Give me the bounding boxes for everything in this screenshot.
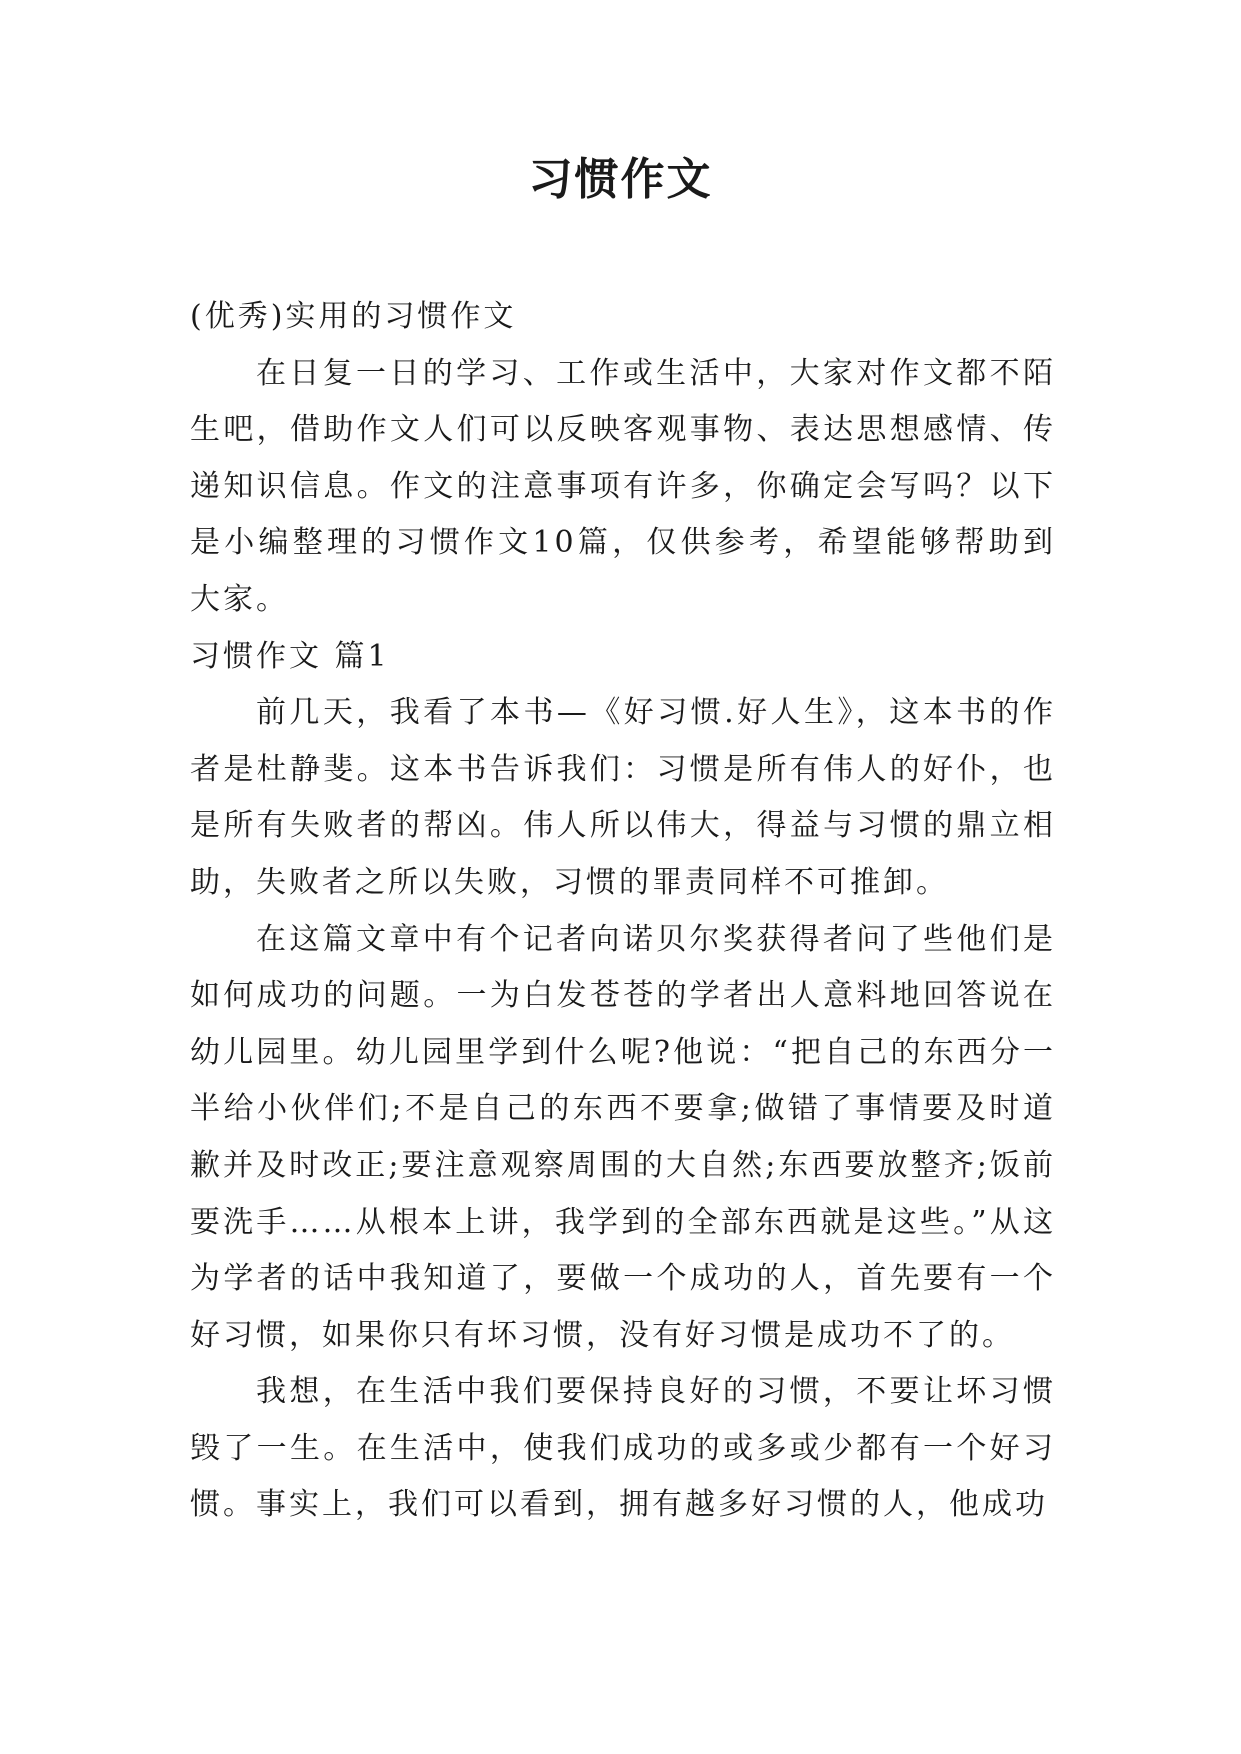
document-subtitle: (优秀)实用的习惯作文 [190, 299, 517, 334]
body-paragraph-2: 在这篇文章中有个记者向诺贝尔奖获得者问了些他们是如何成功的问题。一为白发苍苍的学者出人意料地回答说在幼儿园里。幼儿园里学到什么呢?他说：“把自己的东西分一半给小伙伴们;不是自己的东西不要拿;做错了事情要及时道歉并及时改正;要注意观察周围的大自然;东西要放整齐;饭前要洗手……从根本上讲，我学到的全部东西就是这些。”从这为学者的话中我知道了，要做一个成功的人，首先要有一个好习惯，如果你只有坏习惯，没有好习惯是成功不了的。 [190, 921, 1056, 1353]
section-heading: 习惯作文 篇1 [190, 638, 390, 674]
body-paragraph-3: 我想，在生活中我们要保持良好的习惯，不要让坏习惯毁了一生。在生活中，使我们成功的或多或少都有一个好习惯。事实上，我们可以看到，拥有越多好习惯的人，他成功 [190, 1374, 1056, 1523]
body-paragraph-1: 前几天，我看了本书—《好习惯.好人生》，这本书的作者是杜静斐。这本书告诉我们：习惯是所有伟人的好仆，也是所有失败者的帮凶。伟人所以伟大，得益与习惯的鼎立相助，失败者之所以失败，习惯的罪责同样不可推卸。 [190, 695, 1056, 900]
document-body [190, 289, 1056, 1534]
document-title: 习惯作文 [528, 154, 713, 205]
intro-paragraph: 在日复一日的学习、工作或生活中，大家对作文都不陌生吧，借助作文人们可以反映客观事物、表达思想感情、传递知识信息。作文的注意事项有许多，你确定会写吗？以下是小编整理的习惯作文10篇，仅供参考，希望能够帮助到大家。 [190, 355, 1056, 617]
